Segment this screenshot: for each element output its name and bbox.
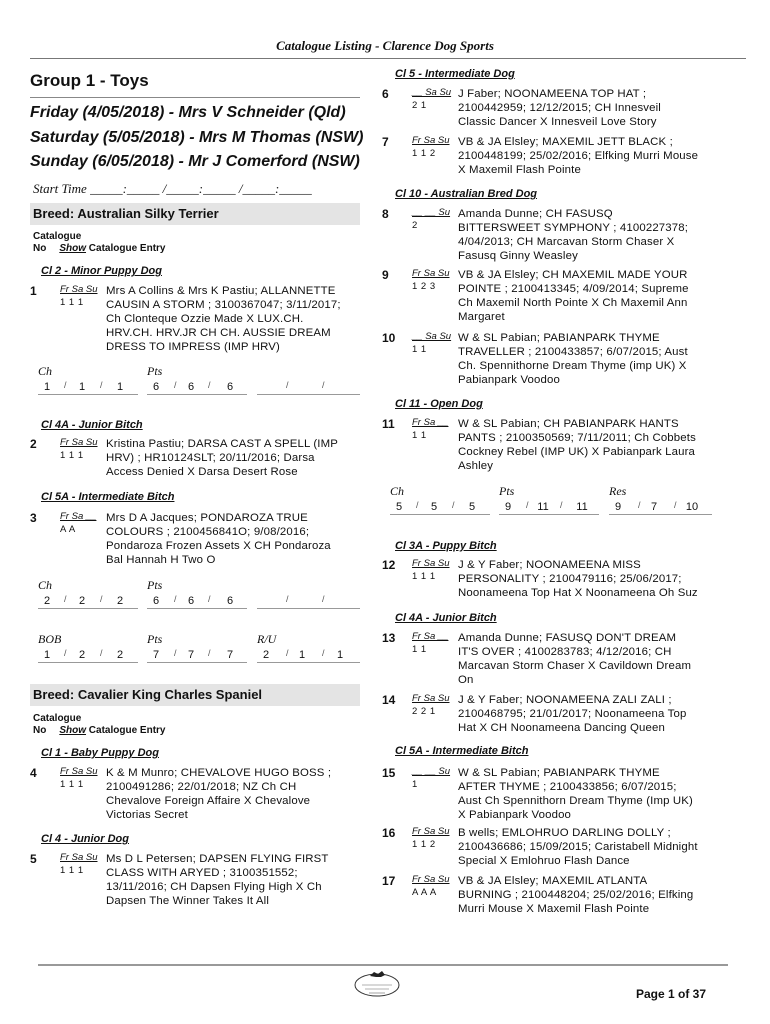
score-value: 6: [187, 381, 195, 393]
entry-number: 17: [382, 874, 396, 888]
entry-text: W & SL Pabian; PABIANPARK THYME AFTER THYME ; 2100433856; 6/07/2015; Aust Ch Spennithorn Dream Thyme (Imp UK) X Pabianpark Voodoo: [458, 767, 693, 821]
catalogue-header: [33, 231, 165, 255]
score-label: BOB: [38, 632, 62, 646]
entry-results: 1 1 1: [60, 865, 84, 876]
score-value: 6: [226, 595, 234, 607]
breed-bar-cavalier: [30, 684, 360, 706]
entry-days: Fr Sa Su: [412, 874, 450, 885]
entry-days: __ Sa Su: [412, 87, 452, 98]
score-line: [147, 662, 247, 663]
entry-number: 7: [382, 135, 389, 149]
entry-number: 3: [30, 511, 37, 525]
show-label: Show: [59, 725, 87, 736]
entry-days: __ __ Su: [412, 207, 451, 218]
score-set-open-dog: Ch Pts Res 5 / 5 / 5 9 / 11 / 11 9 / 7 / 10: [390, 484, 720, 520]
entry-text: VB & JA Elsley; MAXEMIL ATLANTA BURNING ; 2100448204; 25/02/2016; Elfking Murri Mouse X Maxemil Flash Pointe: [458, 875, 694, 915]
entry-number: 16: [382, 826, 396, 840]
entry-number: 4: [30, 766, 37, 780]
catalogue-header: [33, 713, 165, 737]
judge-day-saturday: Saturday (5/05/2018) - Mrs M Thomas (NSW): [30, 129, 364, 146]
class-heading: Cl 2 - Minor Puppy Dog: [41, 265, 162, 277]
entry-results: 1 1: [412, 644, 427, 655]
entry-text: Amanda Dunne; CH FASUSQ BITTERSWEET SYMPHONY ; 4100227378; 4/04/2013; CH Marcavan Storm Chaser X Fasusq Ginny Weasley: [458, 208, 689, 262]
entry-text: Kristina Pastiu; DARSA CAST A SPELL (IMP HRV) ; HR10124SLT; 20/11/2016; Darsa Access Denied X Darsa Desert Rose: [106, 438, 339, 478]
entry-text: Mrs D A Jacques; PONDAROZA TRUE COLOURS ; 2100456841O; 9/08/2016; Pondaroza Frozen Assets X CH Pondaroza Bal Hannah H Two O: [106, 512, 331, 566]
page-header: Catalogue Listing - Clarence Dog Sports: [276, 38, 494, 53]
score-value: 6: [226, 381, 234, 393]
entry-number: 13: [382, 631, 396, 645]
class-heading: Cl 3A - Puppy Bitch: [395, 540, 497, 552]
score-line: [257, 394, 360, 395]
entry-results: 1 2 3: [412, 281, 436, 292]
score-value: 7: [187, 649, 195, 661]
class-heading: Cl 5A - Intermediate Bitch: [41, 491, 175, 503]
score-label: Ch: [390, 484, 405, 498]
score-set-2: Ch Pts 2 / 2 / 2 6 / 6 / 6 / /: [38, 578, 368, 614]
class-heading: Cl 10 - Australian Bred Dog: [395, 188, 538, 200]
entry-number: 1: [30, 284, 37, 298]
score-label: Pts: [499, 484, 515, 498]
entry-number: 5: [30, 852, 37, 866]
entry-results: 1 1: [412, 430, 427, 441]
score-value: 1: [116, 381, 124, 393]
class-heading: Cl 1 - Baby Puppy Dog: [41, 747, 159, 759]
entry-days: Fr Sa Su: [412, 135, 450, 146]
entry-results: 2 2 1: [412, 706, 436, 717]
score-value: 9: [614, 501, 622, 513]
class-heading: Cl 4A - Junior Bitch: [41, 419, 143, 431]
entry-text: VB & JA Elsley; CH MAXEMIL MADE YOUR POINTE ; 2100413345; 4/09/2014; Supreme Ch Maxemil North Pointe X Ch Maxemil Ann Margaret: [458, 269, 689, 323]
entry-number: 12: [382, 558, 396, 572]
score-value: 6: [187, 595, 195, 607]
score-line: [147, 394, 247, 395]
score-value: 7: [650, 501, 658, 513]
entry-results: 1 1 2: [412, 148, 436, 159]
entry-results: A A: [60, 524, 76, 535]
entry-number: 2: [30, 437, 37, 451]
breed-bar-silky-terrier: [30, 203, 360, 225]
entry-text: Mrs A Collins & Mrs K Pastiu; ALLANNETTE CAUSIN A STORM ; 3100367047; 3/11/2017; Ch Clonteque Ozzie Made X LUX.CH. HRV.CH. HRV.JR CH CH. AUSSIE DREAM DRESS TO IMPRESS (IMP HRV): [106, 285, 341, 353]
score-label: R/U: [257, 632, 277, 646]
judge-day-friday: Friday (4/05/2018) - Mrs V Schneider (Qld): [30, 104, 346, 121]
breed-label: Breed:: [33, 206, 75, 221]
score-value: 2: [78, 649, 86, 661]
score-value: 2: [262, 649, 270, 661]
entry-results: 1 1 1: [412, 571, 436, 582]
entry-results: A A A: [412, 887, 437, 898]
score-value: 7: [152, 649, 160, 661]
no-label: No: [33, 725, 47, 736]
entry-label: Catalogue Entry: [88, 243, 166, 254]
entry-days: __ Sa Su: [412, 331, 452, 342]
catalogue-label: Catalogue: [33, 713, 82, 724]
breed-name: Cavalier King Charles Spaniel: [77, 687, 263, 702]
class-heading: Cl 4A - Junior Bitch: [395, 612, 497, 624]
score-value: 10: [685, 501, 699, 513]
entry-text: J & Y Faber; NOONAMEENA MISS PERSONALITY ; 2100479116; 25/06/2017; Noonameena Top Hat X Noonameena Oh Suz: [458, 559, 698, 599]
entry-days: Fr Sa Su: [412, 558, 450, 569]
show-label: Show: [59, 243, 87, 254]
score-value: 1: [43, 381, 51, 393]
entry-results: 1: [412, 779, 418, 790]
catalogue-label: Catalogue: [33, 231, 82, 242]
class-heading: Cl 4 - Junior Dog: [41, 833, 129, 845]
group-rule: [30, 97, 360, 98]
score-value: 2: [43, 595, 51, 607]
entry-days: __ __ Su: [412, 766, 451, 777]
header-rule: [30, 58, 746, 59]
page-number: Page 1 of 37: [636, 987, 707, 1001]
score-set-bob: BOB Pts R/U 1 / 2 / 2 7 / 7 / 7 2 / 1 / 1: [38, 632, 368, 668]
entry-results: 1 1 1: [60, 297, 84, 308]
judge-day-sunday: Sunday (6/05/2018) - Mr J Comerford (NSW): [30, 153, 360, 170]
entry-text: J Faber; NOONAMEENA TOP HAT ; 2100442959; 12/12/2015; CH Innesveil Classic Dancer X Innesveil Love Story: [458, 88, 661, 128]
entry-results: 1 1 2: [412, 839, 436, 850]
entry-text: Amanda Dunne; FASUSQ DON'T DREAM IT'S OVER ; 4100283783; 4/12/2016; CH Marcavan Storm Chaser X Cavildown Dream On: [458, 632, 692, 686]
score-value: 7: [226, 649, 234, 661]
score-line: [147, 608, 247, 609]
score-value: 1: [78, 381, 86, 393]
entry-days: Fr Sa __: [412, 631, 449, 642]
entry-days: Fr Sa Su: [412, 826, 450, 837]
score-value: 5: [430, 501, 438, 513]
score-line: [390, 514, 490, 515]
score-label: Pts: [147, 578, 163, 592]
entry-days: Fr Sa Su: [412, 268, 450, 279]
score-set-1: Ch Pts 1 / 1 / 1 6 / 6 / 6 / /: [38, 364, 368, 400]
club-logo-icon: [352, 968, 402, 998]
score-value: 2: [78, 595, 86, 607]
score-value: 5: [468, 501, 476, 513]
entry-number: 8: [382, 207, 389, 221]
entry-number: 6: [382, 87, 389, 101]
score-value: 11: [537, 501, 549, 513]
entry-results: 2: [412, 220, 418, 231]
entry-days: Fr Sa Su: [60, 437, 98, 448]
score-value: 2: [116, 649, 124, 661]
footer-rule: [38, 964, 728, 966]
class-heading: Cl 5 - Intermediate Dog: [395, 68, 515, 80]
entry-days: Fr Sa Su: [60, 284, 98, 295]
breed-name: Australian Silky Terrier: [77, 206, 219, 221]
entry-results: 2 1: [412, 100, 427, 111]
score-label: Res: [609, 484, 627, 498]
entry-text: J & Y Faber; NOONAMEENA ZALI ZALI ; 2100468795; 21/01/2017; Noonameena Top Hat X CH Noonameena Dancing Queen: [458, 694, 687, 734]
entry-results: 1 1 1: [60, 779, 84, 790]
entry-results: 1 1: [412, 344, 427, 355]
entry-results: 1 1 1: [60, 450, 84, 461]
entry-days: Fr Sa __: [412, 417, 449, 428]
entry-days: Fr Sa __: [60, 511, 97, 522]
score-value: 9: [504, 501, 512, 513]
score-line: [38, 662, 138, 663]
score-value: 1: [43, 649, 51, 661]
score-value: 5: [395, 501, 403, 513]
score-label: Pts: [147, 632, 163, 646]
score-value: 2: [116, 595, 124, 607]
entry-number: 11: [382, 417, 395, 431]
entry-label: Catalogue Entry: [88, 725, 166, 736]
entry-text: W & SL Pabian; PABIANPARK THYME TRAVELLER ; 2100433857; 6/07/2015; Aust Ch. Spennithorne Dream Thyme (imp UK) X Pabianpark Voodoo: [458, 332, 688, 386]
entry-text: B wells; EMLOHRUO DARLING DOLLY ; 2100436686; 15/09/2015; Caristabell Midnight Special X Emlohruo Flash Dance: [458, 827, 698, 867]
score-line: [609, 514, 712, 515]
score-label: Ch: [38, 578, 53, 592]
score-value: 1: [298, 649, 306, 661]
entry-text: Ms D L Petersen; DAPSEN FLYING FIRST CLASS WITH ARYED ; 3100351552; 13/11/2016; CH Dapsen Flying High X Ch Dapsen The Winner Takes It All: [106, 853, 329, 907]
score-label: Pts: [147, 364, 163, 378]
entry-number: 15: [382, 766, 396, 780]
score-line: [257, 608, 360, 609]
breed-label: Breed:: [33, 687, 75, 702]
start-time-line: Start Time _____:_____ /_____:_____ /_____:_____: [33, 181, 312, 196]
class-heading: Cl 5A - Intermediate Bitch: [395, 745, 529, 757]
score-value: 1: [336, 649, 344, 661]
entry-text: W & SL Pabian; CH PABIANPARK HANTS PANTS ; 2100350569; 7/11/2011; Ch Cobbets Cockney Rebel (IMP UK) X Pabianpark Laura Ashley: [458, 418, 696, 472]
entry-text: VB & JA Elsley; MAXEMIL JETT BLACK ; 2100448199; 25/02/2016; Elfking Murri Mouse X Maxemil Flash Pointe: [458, 136, 699, 176]
score-line: [257, 662, 360, 663]
entry-number: 14: [382, 693, 396, 707]
entry-number: 9: [382, 268, 389, 282]
score-label: Ch: [38, 364, 53, 378]
score-line: [38, 394, 138, 395]
entry-days: Fr Sa Su: [60, 766, 98, 777]
entry-text: K & M Munro; CHEVALOVE HUGO BOSS ; 2100491286; 22/01/2018; NZ Ch CH Chevalove Foreign Affaire X Chevalove Victorias Secret: [106, 767, 332, 821]
class-heading: Cl 11 - Open Dog: [395, 398, 483, 410]
score-value: 6: [152, 381, 160, 393]
no-label: No: [33, 243, 47, 254]
entry-days: Fr Sa Su: [412, 693, 450, 704]
score-value: 11: [576, 501, 588, 513]
score-line: [38, 608, 138, 609]
entry-number: 10: [382, 331, 396, 345]
score-value: 6: [152, 595, 160, 607]
entry-days: Fr Sa Su: [60, 852, 98, 863]
group-title: Group 1 - Toys: [30, 71, 149, 90]
score-line: [499, 514, 599, 515]
